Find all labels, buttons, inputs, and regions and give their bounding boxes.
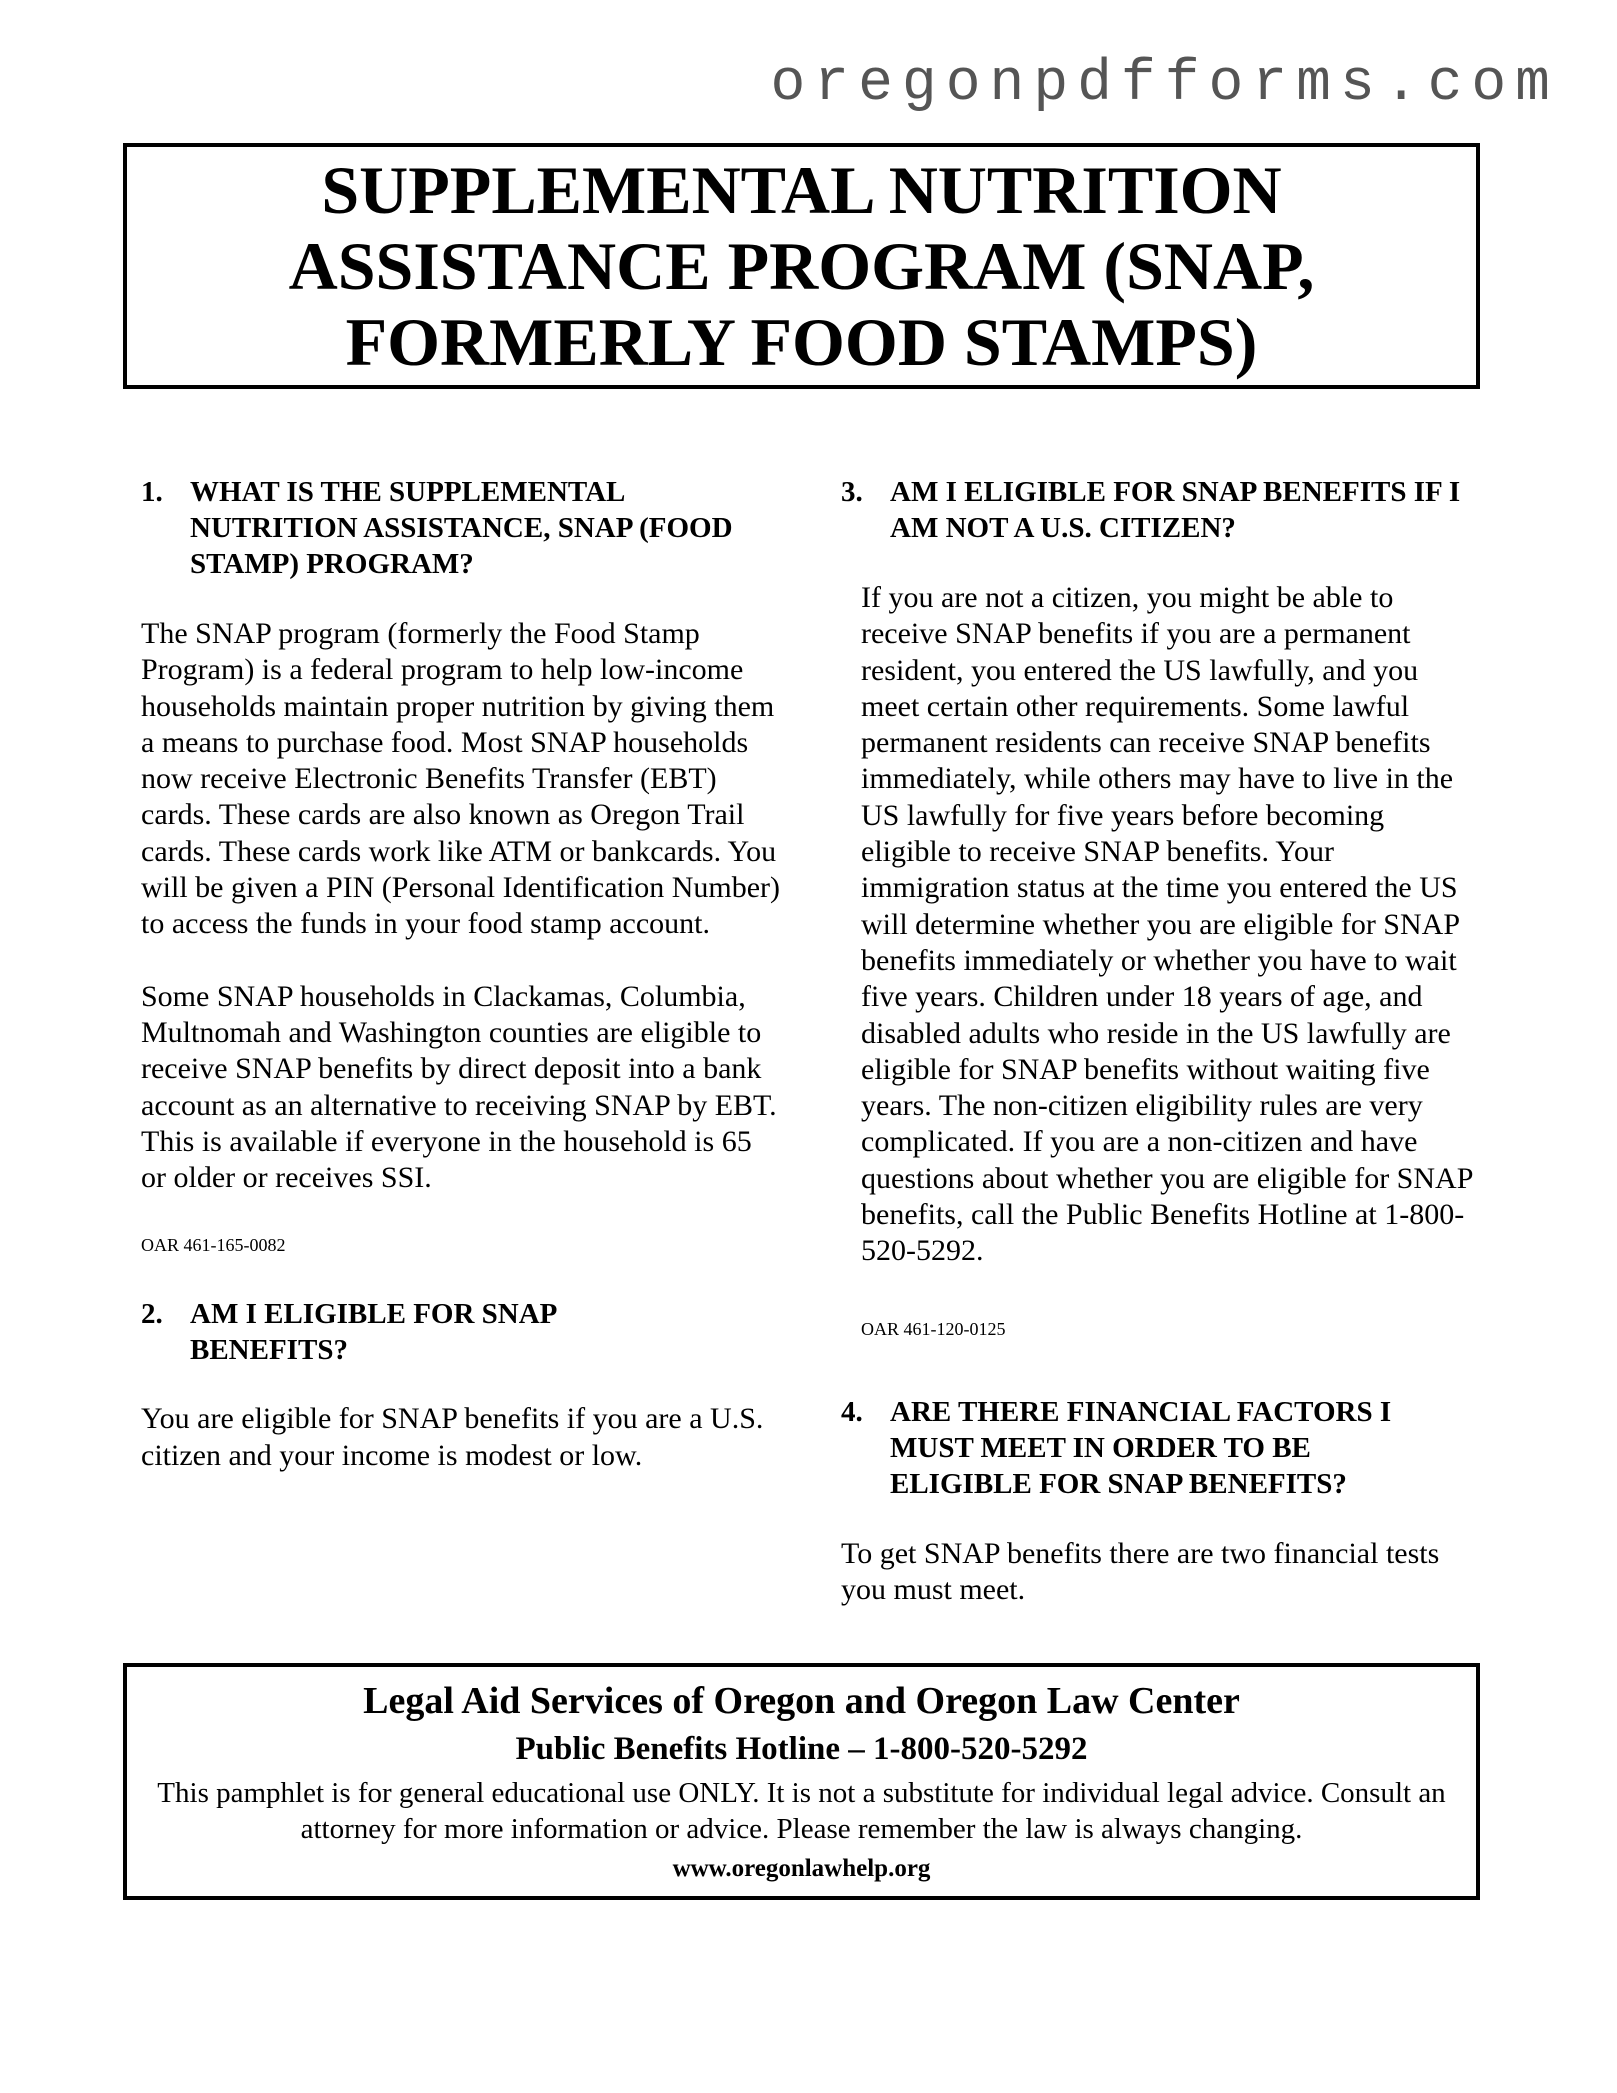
watermark: oregonpdfforms.com — [770, 52, 1559, 117]
section-number: 1. — [141, 476, 163, 508]
section-2-paragraph-1: You are eligible for SNAP benefits if you are a U.S. citizen and your income is modest or low. — [141, 1402, 764, 1472]
footer-disclaimer: This pamphlet is for general educational use ONLY. It is not a substitute for individual legal advice. Consult an attorney for more information or advice. Please remember the law is always changing. — [157, 1777, 1446, 1845]
section-question: WHAT IS THE SUPPLEMENTAL NUTRITION ASSISTANCE, SNAP (FOOD STAMP) PROGRAM? — [190, 476, 733, 580]
section-1-citation: OAR 461-165-0082 — [141, 1235, 286, 1256]
section-1-heading — [141, 474, 781, 582]
right-column — [841, 474, 1481, 1608]
section-1-paragraph-1: The SNAP program (formerly the Food Stamp Program) is a federal program to help low-income households maintain proper nutrition by giving them a means to purchase food. Most SNAP households now receive Electronic Benefits Transfer (EBT) cards. These cards are also known as Oregon Trail cards. These cards work like ATM or bankcards. You will be given a PIN (Personal Identification Number) to access the funds in your food stamp account. — [141, 617, 780, 941]
section-1-paragraph-2: Some SNAP households in Clackamas, Columbia, Multnomah and Washington counties are eligible to receive SNAP benefits by direct deposit into a bank account as an alternative to receiving SNAP by EBT. This is available if everyone in the household is 65 or older or receives SSI. — [141, 979, 777, 1195]
page-title: SUPPLEMENTAL NUTRITION ASSISTANCE PROGRAM (SNAP, FORMERLY FOOD STAMPS) — [288, 152, 1315, 380]
section-question: AM I ELIGIBLE FOR SNAP BENEFITS? — [190, 1298, 556, 1367]
section-4-paragraph-1: To get SNAP benefits there are two financial tests you must meet. — [841, 1536, 1440, 1606]
footer-box — [123, 1663, 1480, 1900]
section-number: 2. — [141, 1298, 163, 1331]
section-2-heading — [141, 1296, 781, 1368]
section-number: 4. — [841, 1395, 863, 1428]
footer-hotline: Public Benefits Hotline – 1-800-520-5292 — [515, 1731, 1088, 1767]
section-question: ARE THERE FINANCIAL FACTORS I MUST MEET IN ORDER TO BE ELIGIBLE FOR SNAP BENEFITS? — [890, 1395, 1392, 1500]
title-box — [123, 143, 1480, 389]
section-3-citation: OAR 461-120-0125 — [861, 1318, 1006, 1339]
section-4-heading — [841, 1394, 1481, 1502]
section-3-heading — [841, 474, 1481, 546]
footer-organization: Legal Aid Services of Oregon and Oregon Law Center — [363, 1680, 1240, 1722]
section-number: 3. — [841, 476, 863, 508]
footer-url-link[interactable]: www.oregonlawhelp.org — [672, 1855, 931, 1882]
section-3-paragraph-1: If you are not a citizen, you might be able to receive SNAP benefits if you are a permanent resident, you entered the US lawfully, and you meet certain other requirements. Some lawful permanent residents can receive SNAP benefits immediately, while others may have to live in the US lawfully for five years before becoming eligible to receive SNAP benefits. Your immigration status at the time you entered the US will determine whether you are eligible for SNAP benefits immediately or whether you have to wait five years. Children under 18 years of age, and disabled adults who reside in the US lawfully are eligible for SNAP benefits without waiting five years. The non-citizen eligibility rules are very complicated. If you are a non-citizen and have questions about whether you are eligible for SNAP benefits, call the Public Benefits Hotline at 1-800-520-5292. — [861, 581, 1473, 1268]
left-column — [141, 474, 781, 1474]
section-question: AM I ELIGIBLE FOR SNAP BENEFITS IF I AM NOT A U.S. CITIZEN? — [890, 476, 1461, 544]
